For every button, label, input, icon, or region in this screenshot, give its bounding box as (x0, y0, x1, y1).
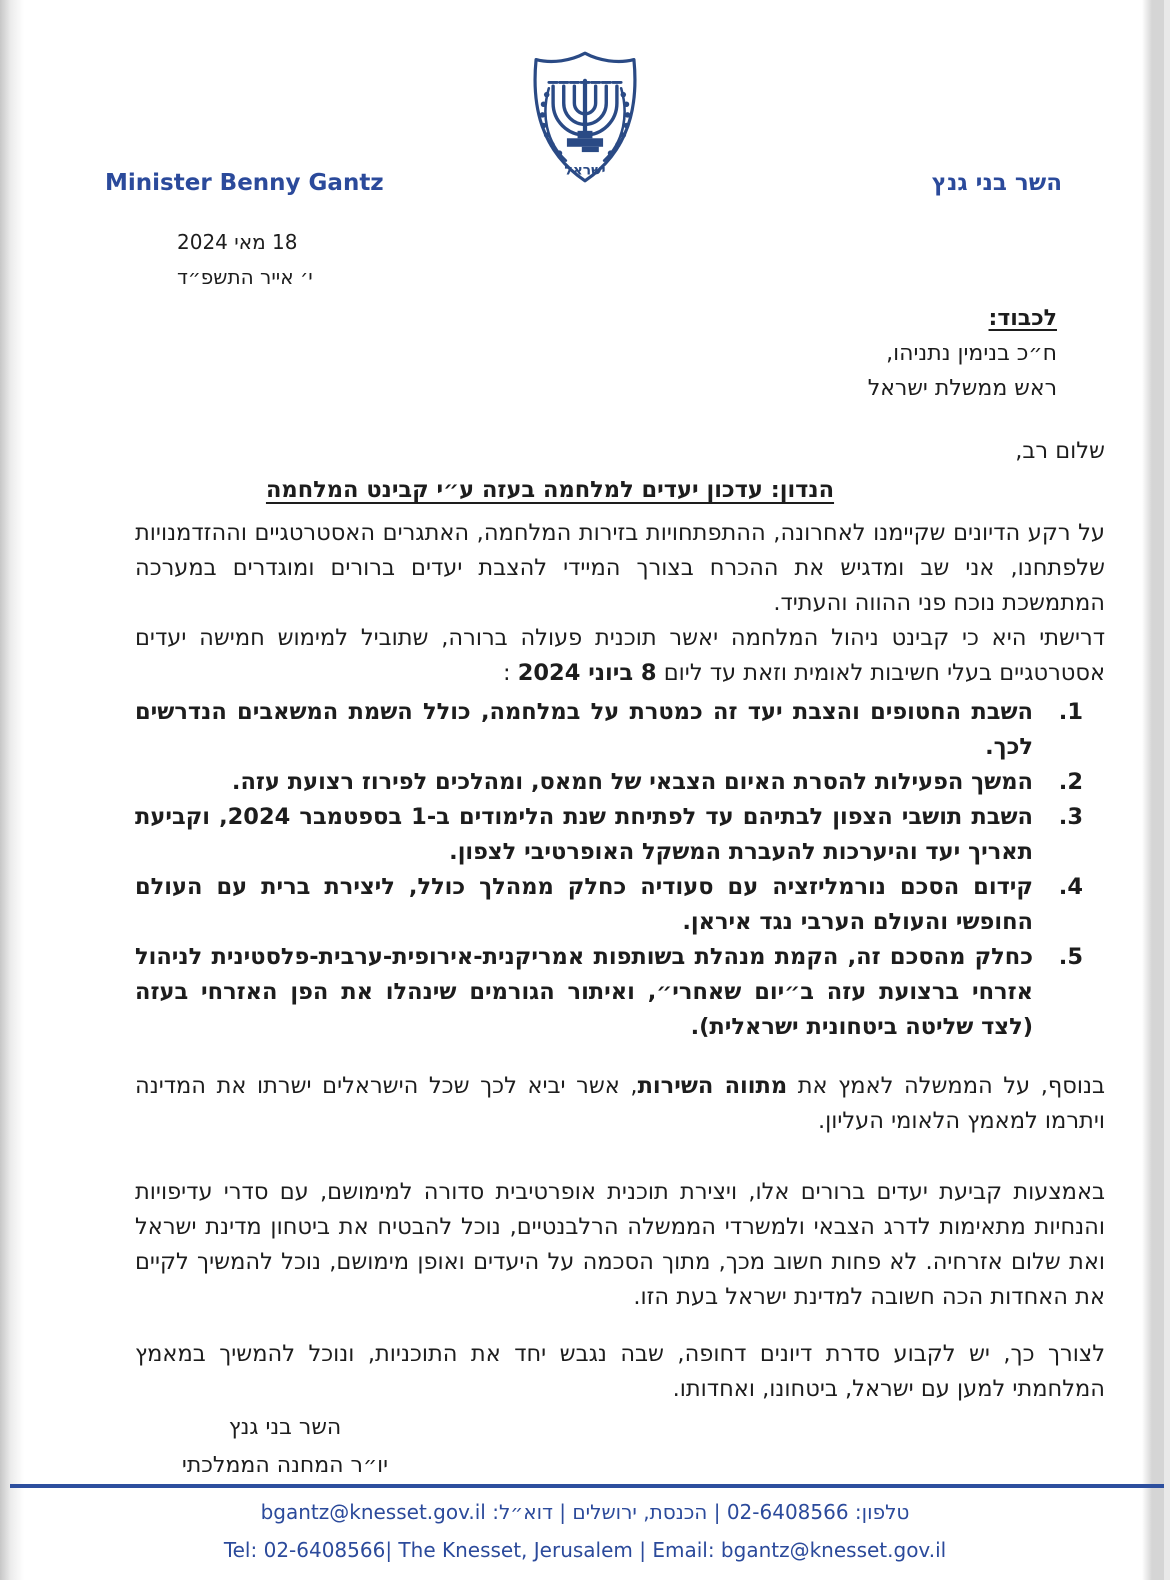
addressee-title: ראש ממשלת ישראל (867, 376, 1057, 401)
date-block (135, 225, 1105, 295)
minister-name-english: Minister Benny Gantz (105, 170, 384, 196)
addressee-name: ח״כ בנימין נתניהו, (886, 341, 1057, 366)
signature-block (175, 1409, 395, 1485)
emblem-label: ישראל (564, 162, 606, 179)
footer-divider (10, 1484, 1164, 1488)
date-gregorian: 18 מאי 2024 (177, 230, 298, 254)
signature-name: השר בני גנץ (228, 1415, 342, 1440)
footer-contact-english: Tel: 02-6408566| The Knesset, Jerusalem | Email: bgantz@knesset.gov.il (223, 1538, 947, 1562)
page-edge-right (1142, 0, 1170, 1580)
israel-state-emblem-icon (521, 50, 649, 184)
footer-contact-hebrew: טלפון: 02-6408566 | הכנסת, ירושלים | דוא״ל: bgantz@knesset.gov.il (260, 1500, 910, 1524)
paragraph-implementation: באמצעות קביעת יעדים ברורים אלו, ויצירת תוכנית אופרטיבית סדורה למימושם, עם סדרי עדיפויות והנחיות מתאימות לדרג הצבאי ולמשרדי הממשלה הרלבנטיים, נוכל להבטיח את ביטחון מדינת ישראל ואת שלום אזרחיה. לא פחות חשוב מכך, מתוך הסכמה על היעדים ואופן מימושם, נוכל להמשיך לקיים את האחדות הכה חשובה למדינת ישראל בעת הזו. (135, 1179, 1105, 1310)
goal-item-3 (135, 800, 1105, 870)
goal-item-2 (135, 765, 1105, 800)
paragraph-service-outline: בנוסף, על הממשלה לאמץ את מתווה השירות, אשר יביא לכך שכל הישראלים ישרתו את המדינה ויתרמו למאמץ הלאומי העליון. (135, 1073, 1105, 1134)
goal-number: 5. (1058, 944, 1083, 970)
goal-text: השבת החטופים והצבת יעד זה כמטרת על במלחמה, כולל השמת המשאבים הנדרשים לכך. (135, 699, 1033, 760)
goal-item-5 (135, 940, 1105, 1045)
paragraph-background: על רקע הדיונים שקיימנו לאחרונה, ההתפתחויות בזירות המלחמה, האתגרים האסטרטגיים וההזדמנויות שלפתחנו, אני שב ומדגיש את ההכרח בצורך המיידי להצבת יעדים ברורים ומוגדרים במערכה המתמשכת נוכח פני ההווה והעתיד. (135, 520, 1105, 616)
goal-item-1 (135, 695, 1105, 765)
goal-text: קידום הסכם נורמליזציה עם סעודיה כחלק ממהלך כולל, ליצירת ברית עם העולם החופשי והעולם הערבי נגד איראן. (135, 874, 1033, 935)
goal-number: 4. (1058, 874, 1083, 900)
goal-number: 2. (1058, 769, 1083, 795)
demand-deadline: 8 ביוני 2024 (517, 660, 657, 686)
date-hebrew: י׳ אייר התשפ״ד (177, 265, 313, 289)
page-edge-left (0, 0, 24, 1580)
signature-title: יו״ר המחנה הממלכתי (181, 1453, 389, 1478)
goal-text: כחלק מהסכם זה, הקמת מנהלת בשותפות אמריקנית-אירופית-ערבית-פלסטינית לניהול אזרחי ברצועת עזה ב״יום שאחרי״, ואיתור הגורמים שינהלו את הפן האזרחי בעזה (לצד שליטה ביטחונית ישראלית). (135, 944, 1033, 1040)
minister-name-hebrew: השר בני גנץ (931, 170, 1062, 196)
addressee-block (135, 301, 1105, 406)
goal-item-4 (135, 870, 1105, 940)
paragraph-closing: לצורך כך, יש לקבוע סדרת דיונים דחופה, שבה נגבש יחד את התוכניות, ונוכל להמשיך במאמץ המלחמתי למען עם ישראל, ביטחונו, ואחדותו. (135, 1341, 1105, 1402)
paragraph-demand: דרישתי היא כי קבינט ניהול המלחמה יאשר תוכנית פעולה ברורה, שתוביל למימוש חמישה יעדים אסטרטגיים בעלי חשיבות לאומית וזאת עד ליום 8 ביוני 2024 : (135, 625, 1105, 686)
goal-number: 1. (1058, 699, 1083, 725)
emblem-container (0, 50, 1170, 188)
service-outline-term: מתווה השירות (637, 1073, 788, 1099)
salutation: שלום רב, (1015, 438, 1105, 464)
goal-number: 3. (1058, 804, 1083, 830)
goal-text: השבת תושבי הצפון לבתיהם עד לפתיחת שנת הלימודים ב-1 בספטמבר 2024, וקביעת תאריך יעד והיערכות להעברת המשקל האופרטיבי לצפון. (135, 804, 1034, 865)
subject-line: הנדון: עדכון יעדים למלחמה בעזה ע״י קבינט המלחמה (265, 477, 835, 503)
goals-list (135, 695, 1105, 1045)
goal-text: המשך הפעילות להסרת האיום הצבאי של חמאס, ומהלכים לפירוז רצועת עזה. (231, 769, 1033, 795)
addressee-label: לכבוד: (988, 306, 1057, 331)
letter-body (135, 225, 1105, 1485)
